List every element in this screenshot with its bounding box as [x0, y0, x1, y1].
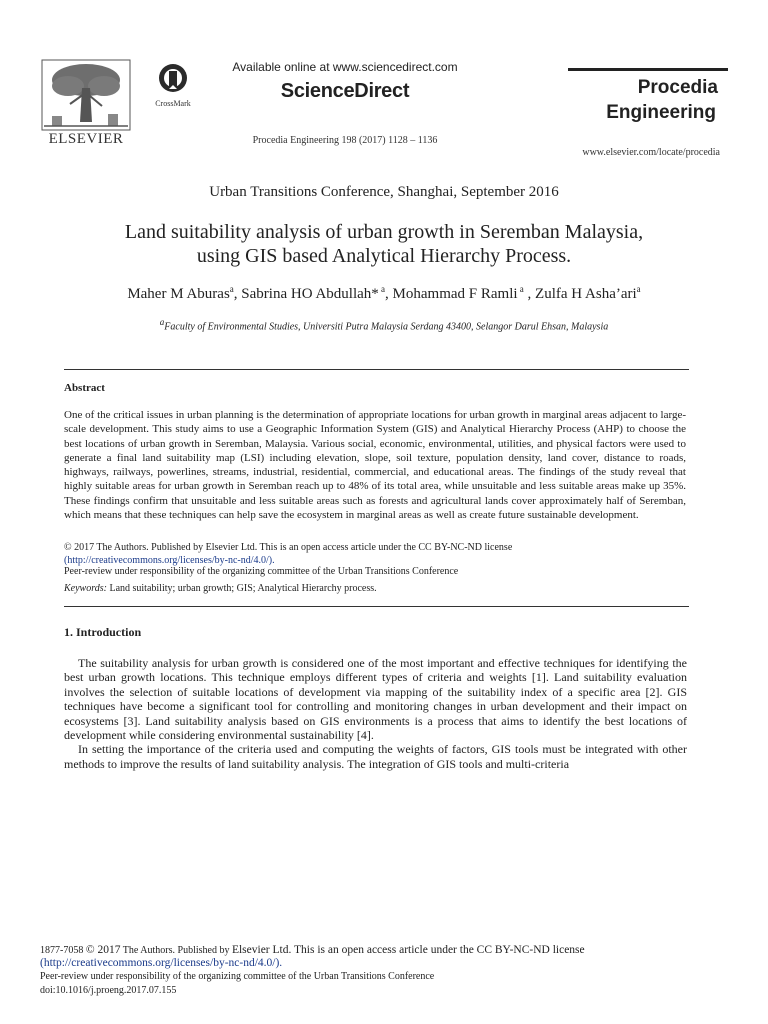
footer-copyright: [40, 944, 680, 957]
affiliation: [40, 317, 728, 332]
available-online-text: Available online at www.sciencedirect.com: [232, 60, 458, 74]
doi[interactable]: doi:10.1016/j.proeng.2017.07.155: [40, 984, 177, 996]
copyright-license: Elsevier Ltd. This is an open access article under the CC BY-NC-ND license: [231, 944, 585, 956]
publisher-name: ELSEVIER: [48, 131, 124, 147]
sciencedirect-wordmark: ScienceDirect: [280, 80, 410, 102]
author-separator: ,: [385, 286, 393, 302]
author-name: Sabrina HO Abdullah*: [241, 286, 379, 302]
paper-title-line1: Land suitability analysis of urban growth in Seremban Malaysia,: [124, 221, 644, 243]
author-affiliation-mark: a: [517, 284, 524, 294]
journal-citation: Procedia Engineering 198 (2017) 1128 – 1136: [252, 135, 438, 146]
author-affiliation-mark: a: [378, 284, 386, 294]
issn: 1877-7058: [40, 945, 86, 956]
keywords-text: Land suitability; urban growth; GIS; Analytical Hierarchy process.: [106, 583, 377, 594]
crossmark-label: CrossMark: [155, 99, 191, 108]
keywords-label: Keywords:: [64, 583, 107, 594]
paragraph: In setting the importance of the criteria used and computing the weights of factors, GIS tools must be integrated with other methods to improve the results of land suitability analysis. The integration of GIS tools and multi-criteria: [64, 742, 687, 771]
crossmark-badge[interactable]: [150, 63, 196, 108]
abstract-copyright: © 2017 The Authors. Published by Elsevier Ltd. This is an open access article under the CC BY-NC-ND license: [64, 542, 513, 553]
introduction-body: [64, 656, 687, 771]
journal-name-line1: Procedia: [637, 77, 718, 98]
footer-license-link[interactable]: (http://creativecommons.org/licenses/by-nc-nd/4.0/).: [40, 957, 283, 970]
copyright-year: © 2017: [85, 944, 121, 956]
paragraph: The suitability analysis for urban growth is considered one of the most important and effective techniques for identifying the best urban growth locations. This technique employs different types of criteria and weights [1]. Land suitability evaluation involves the selection of suitable locations of development via mapping of the suitability index of a specific area [2]. GIS techniques have become a significant tool for controlling and monitoring changes in urban development and their impact on ecosystems [3]. Land suitability analysis based on GIS environments is a process that aims to identify the best locations of development while considering environmental sustainability [4].: [64, 656, 687, 743]
abstract-license-link[interactable]: (http://creativecommons.org/licenses/by-nc-nd/4.0/).: [64, 555, 275, 566]
abstract-body: One of the critical issues in urban planning is the determination of appropriate locations for urban growth in marginal areas adjacent to large-scale development. This study aims to use a Geographic Information System (GIS) and Analytical Hierarchy Process (AHP) to choose the best locations of urban growth in Seremban, Malaysia. Various social, economic, environmental, utilities, and physical factors were used to generate a final land suitability map (LSI) including elevation, slope, soil texture, population density, land cover, distance to roads, highways, railways, powerlines, streams, industrial, residential, commercial, and educational areas. The findings of the study reveal that highly suitable areas for urban growth in Seremban reach up to 48% of its total area, while unsuitable and less suitable areas make up 35%. These findings confirm that unsuitable and less suitable areas such as forests and agricultural lands cover approximately half of Seremban, which means that these techniques can help save the ecosystem in marginal areas as well as create future sustainable development.: [64, 409, 686, 522]
journal-name-line2: Engineering: [606, 102, 716, 123]
copyright-text: The Authors. Published by: [120, 945, 232, 956]
author-separator: ,: [523, 286, 536, 302]
footer-peer-review: Peer-review under responsibility of the organizing committee of the Urban Transitions Conference: [40, 971, 435, 983]
crossmark-icon: [158, 63, 188, 93]
author-list: [40, 284, 728, 303]
journal-url[interactable]: www.elsevier.com/locate/procedia: [582, 147, 720, 158]
affiliation-text: Faculty of Environmental Studies, Universiti Putra Malaysia Serdang 43400, Selangor Darul Ehsan, Malaysia: [164, 321, 609, 333]
affiliation-mark: a: [159, 317, 165, 327]
abstract-bottom-rule: [64, 606, 689, 607]
keywords: [64, 583, 686, 594]
author-name: Mohammad F Ramli: [392, 286, 518, 302]
abstract-peer-review: Peer-review under responsibility of the organizing committee of the Urban Transitions Conference: [64, 566, 459, 577]
conference-line: Urban Transitions Conference, Shanghai, September 2016: [209, 184, 559, 200]
section-heading-introduction: 1. Introduction: [64, 625, 142, 639]
author-name: Zulfa H Asha’ari: [535, 286, 637, 302]
author-affiliation-mark: a: [229, 284, 234, 294]
author-affiliation-mark: a: [636, 284, 641, 294]
paper-title-line2: using GIS based Analytical Hierarchy Process.: [196, 245, 572, 267]
author-name: Maher M Aburas: [127, 286, 230, 302]
author-separator: ,: [233, 286, 242, 302]
abstract-heading: Abstract: [64, 382, 105, 394]
page-footer: [40, 944, 680, 997]
abstract-top-rule: [64, 369, 689, 370]
tree-icon: [40, 58, 132, 132]
